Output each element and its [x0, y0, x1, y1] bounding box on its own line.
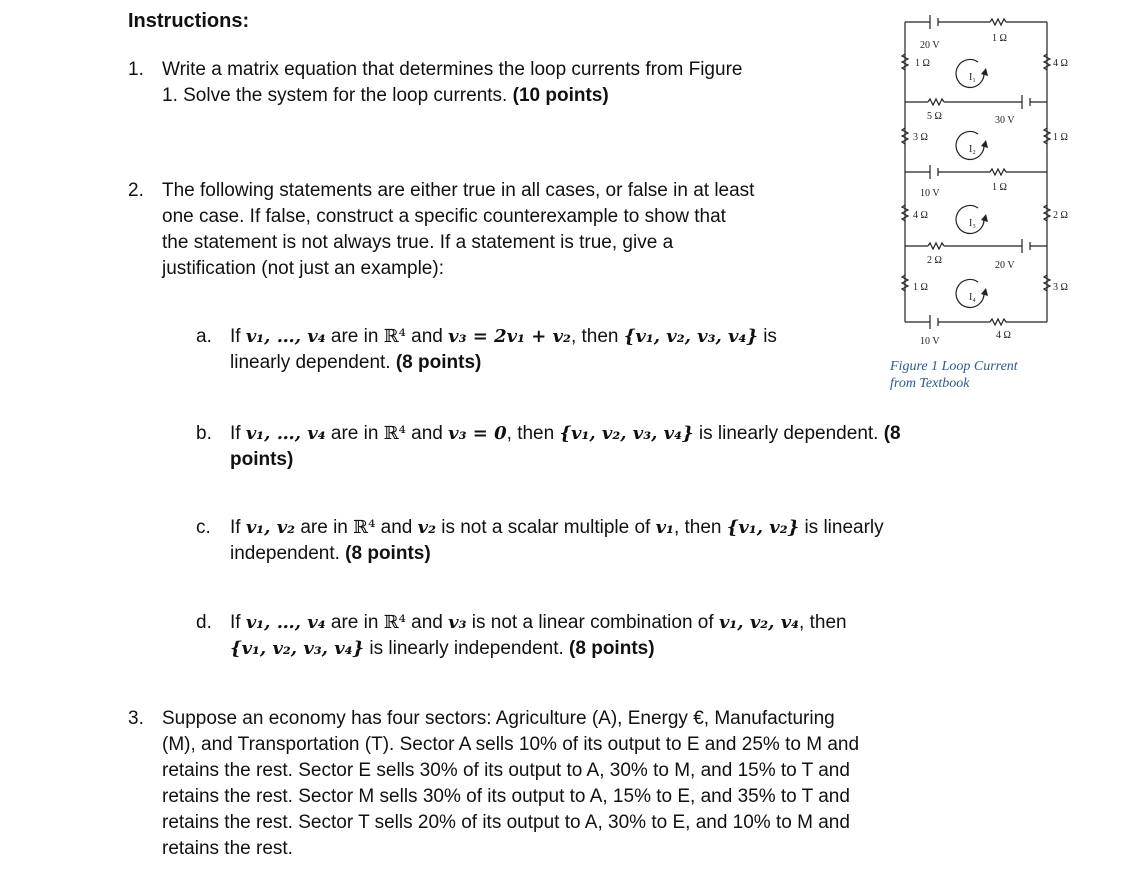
label-i1: I₁: [969, 72, 976, 83]
q2b-letter: b.: [196, 423, 212, 444]
q1-number: 1.: [128, 59, 144, 80]
resistor-2-mid: [928, 243, 944, 249]
q2b-points-part1: (8: [883, 423, 901, 444]
q2-line4: justification (not just an example):: [162, 258, 444, 279]
q2d-line1: [230, 610, 847, 636]
q2c-set: {v₁, v₂}: [726, 517, 800, 538]
q2c-line2-text: independent.: [230, 543, 340, 564]
q1-line2: [162, 83, 609, 109]
q2c-rest: is linearly: [804, 517, 884, 538]
label-2ohm-mid: 2 Ω: [927, 255, 942, 266]
q1-line2-text: 1. Solve the system for the loop currents.: [162, 85, 508, 106]
q3-line4: retains the rest. Sector M sells 30% of its output to A, 15% to E, and 35% to T and: [162, 786, 850, 807]
q3-line2: (M), and Transportation (T). Sector A sells 10% of its output to E and 25% to M and: [162, 734, 860, 755]
q2c-points: (8 points): [345, 543, 431, 564]
resistor-1-top: [990, 19, 1006, 25]
label-3ohm-right: 3 Ω: [1053, 282, 1068, 293]
resistor-4-bottom: [990, 319, 1006, 325]
figure-caption-line1: Figure 1 Loop Current: [890, 359, 1018, 374]
label-1ohm-left-bottom: 1 Ω: [913, 282, 928, 293]
q2b-set: {v₁, v₂, v₃, v₄}: [559, 423, 694, 444]
q2a-then: , then: [570, 326, 619, 347]
loop-current-circuit-diagram: [890, 10, 1090, 355]
q2c-v2: v₂: [417, 517, 436, 538]
q1-line1: Write a matrix equation that determines the loop currents from Figure: [162, 59, 743, 80]
battery-20v-mid: [1022, 239, 1030, 253]
label-5ohm: 5 Ω: [927, 111, 942, 122]
q2d-then: , then: [799, 612, 847, 633]
q2c-vlist: v₁, v₂: [245, 517, 296, 538]
q2a-line2: [230, 350, 481, 376]
q2a-points: (8 points): [395, 352, 482, 373]
q2d-mid: is not a linear combination of: [471, 612, 714, 633]
q2-line3: the statement is not always true. If a statement is true, give a: [162, 232, 674, 253]
q2d-set: {v₁, v₂, v₃, v₄}: [230, 638, 365, 659]
battery-30v: [1022, 95, 1030, 109]
q2c-r4: ℝ⁴: [353, 517, 376, 538]
q3-line5: retains the rest. Sector T sells 20% of its output to A, 30% to E, and 10% to M and: [162, 812, 850, 833]
q2d-if: If: [230, 612, 241, 633]
battery-10v-mid: [930, 165, 938, 179]
q2d-rest: is linearly independent.: [369, 638, 564, 659]
label-2ohm-right: 2 Ω: [1053, 210, 1068, 221]
q2-number: 2.: [128, 180, 144, 201]
q2d-line2: [230, 636, 655, 662]
q2c-line1: [230, 515, 884, 541]
q2b-vlist: v₁, …, v₄: [245, 423, 326, 444]
q2a-line1: [230, 324, 777, 350]
q2d-vlist: v₁, …, v₄: [245, 612, 326, 633]
q2d-v3: v₃: [448, 612, 467, 633]
label-20v-mid: 20 V: [995, 260, 1015, 271]
q2c-and: and: [380, 517, 413, 538]
label-10v-mid: 10 V: [920, 188, 940, 199]
q2a-vlist: v₁, …, v₄: [245, 326, 326, 347]
q2d-r4: ℝ⁴: [383, 612, 406, 633]
loop-arrowhead-i1: [981, 68, 988, 76]
q2c-line2: [230, 541, 431, 567]
loop-arrowhead-i3: [981, 214, 988, 222]
label-1ohm-left: 1 Ω: [915, 58, 930, 69]
q2b-then: , then: [506, 423, 555, 444]
q2a-line2-text: linearly dependent.: [230, 352, 391, 373]
q3-line6: retains the rest.: [162, 838, 293, 859]
label-20v-top: 20 V: [920, 40, 940, 51]
label-1ohm-mid: 1 Ω: [992, 182, 1007, 193]
resistor-1-mid: [990, 169, 1006, 175]
q3-line3: retains the rest. Sector E sells 30% of its output to A, 30% to M, and 15% to T and: [162, 760, 850, 781]
q1-points: (10 points): [512, 85, 609, 106]
q2a-r4: ℝ⁴: [383, 326, 406, 347]
resistor-5: [928, 99, 944, 105]
q2d-are-in: are in: [330, 612, 379, 633]
loop-arrowhead-i2: [981, 140, 988, 148]
q2c-letter: c.: [196, 517, 211, 538]
q2b-cond: v₃ = 0: [448, 423, 507, 444]
q3-number: 3.: [128, 708, 144, 729]
loop-arrowhead-i4: [981, 288, 988, 296]
q2d-points: (8 points): [569, 638, 655, 659]
label-4ohm-right: 4 Ω: [1053, 58, 1068, 69]
q2a-and: and: [411, 326, 443, 347]
q2b-if: If: [230, 423, 241, 444]
q2a-are-in: are in: [330, 326, 379, 347]
battery-20v-top: [930, 15, 938, 29]
q2b-rest: is linearly dependent.: [698, 423, 879, 444]
q2a-letter: a.: [196, 326, 212, 347]
instructions-heading: Instructions:: [128, 10, 250, 32]
figure-caption: [890, 358, 1060, 392]
q2c-if: If: [230, 517, 241, 538]
figure-caption-line2: from Textbook: [890, 376, 970, 391]
label-i3: I₃: [969, 218, 976, 229]
q2b-are-in: are in: [330, 423, 379, 444]
q2b-line1: [230, 421, 901, 447]
q2b-r4: ℝ⁴: [383, 423, 406, 444]
q2a-is: is: [763, 326, 777, 347]
q2c-v1: v₁: [655, 517, 674, 538]
q2a-cond: v₃ = 2v₁ + v₂: [448, 326, 571, 347]
label-i4: I₄: [969, 292, 976, 303]
label-i2: I₂: [969, 144, 976, 155]
q2c-then: , then: [673, 517, 722, 538]
q2a-if: If: [230, 326, 241, 347]
label-10v-bottom: 10 V: [920, 336, 940, 347]
q3-line1: Suppose an economy has four sectors: Agriculture (A), Energy €, Manufacturing: [162, 708, 835, 729]
q2c-are-in: are in: [300, 517, 348, 538]
label-3ohm-left: 3 Ω: [913, 132, 928, 143]
battery-10v-bottom: [930, 315, 938, 329]
label-4ohm-left: 4 Ω: [913, 210, 928, 221]
q2d-combo: v₁, v₂, v₄: [718, 612, 800, 633]
q2a-set: {v₁, v₂, v₃, v₄}: [623, 326, 758, 347]
q2d-and: and: [411, 612, 443, 633]
q2b-line2: [230, 447, 293, 473]
q2-line2: one case. If false, construct a specific counterexample to show that: [162, 206, 726, 227]
label-4ohm-bottom: 4 Ω: [996, 330, 1011, 341]
q2b-points-part2: points): [230, 449, 294, 470]
label-1ohm-right: 1 Ω: [1053, 132, 1068, 143]
label-1ohm-top: 1 Ω: [992, 33, 1007, 44]
q2c-mid: is not a scalar multiple of: [441, 517, 651, 538]
q2b-and: and: [411, 423, 443, 444]
q2d-letter: d.: [196, 612, 212, 633]
label-30v: 30 V: [995, 115, 1015, 126]
q2-line1: The following statements are either true in all cases, or false in at least: [162, 180, 755, 201]
